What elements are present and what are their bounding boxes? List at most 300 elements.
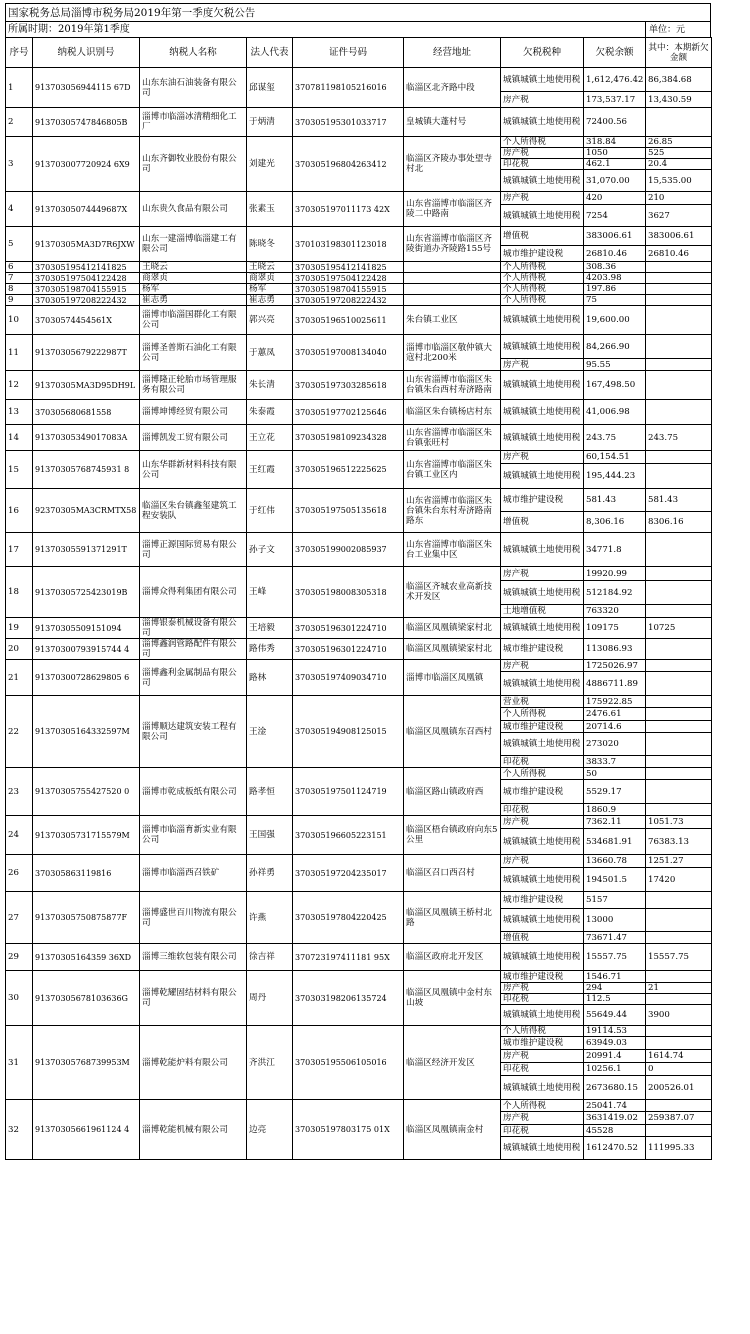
tax-type: 房产税: [501, 92, 584, 108]
col-new-arrears: 其中：本期新欠金额: [646, 38, 712, 68]
table-row: [6, 567, 712, 581]
table-row: [6, 944, 712, 971]
address: 临淄区齐城农业高新技术开发区: [404, 567, 501, 618]
arrears-balance: 8,306.16: [584, 512, 646, 533]
taxpayer-no: 1: [6, 68, 33, 108]
arrears-balance: 175922.85: [584, 696, 646, 708]
address: 山东省淄博市临淄区朱台镇朱台西村寿济路南: [404, 371, 501, 400]
taxpayer-name: 淄博市乾成板纸有限公司: [140, 768, 247, 816]
table-row: [6, 639, 712, 660]
legal-rep: 徐吉祥: [247, 944, 293, 971]
cert-no: 370305197702125646: [293, 400, 404, 425]
tax-type: 城镇城镇土地使用税: [501, 205, 584, 227]
cert-no: 370305195506105016: [293, 1026, 404, 1100]
tax-type: 城镇城镇土地使用税: [501, 425, 584, 451]
taxpayer-id: 91370300728629805 6: [33, 660, 140, 696]
arrears-balance: 63949.03: [584, 1037, 646, 1050]
new-arrears: [646, 1100, 712, 1112]
cert-no: 370305196605223151: [293, 816, 404, 855]
cert-no: 370305198704155915: [293, 284, 404, 295]
legal-rep: 张素玉: [247, 192, 293, 227]
arrears-balance: 512184.92: [584, 581, 646, 605]
arrears-balance: 26810.46: [584, 246, 646, 262]
taxpayer-id: 91370305755427520 0: [33, 768, 140, 816]
new-arrears: 15,535.00: [646, 170, 712, 192]
tax-type: 印花税: [501, 804, 584, 816]
arrears-balance: 5529.17: [584, 780, 646, 804]
new-arrears: 20.4: [646, 159, 712, 170]
taxpayer-id: 91370305MA3D7R6JXW: [33, 227, 140, 262]
taxpayer-id: 91370305074449687X: [33, 192, 140, 227]
taxpayer-no: 15: [6, 451, 33, 489]
arrears-balance: 420: [584, 192, 646, 205]
taxpayer-id: 91370305164332597M: [33, 696, 140, 768]
new-arrears: [646, 909, 712, 932]
arrears-balance: 7254: [584, 205, 646, 227]
legal-rep: 孙子文: [247, 533, 293, 567]
new-arrears: 13,430.59: [646, 92, 712, 108]
new-arrears: 1251.27: [646, 855, 712, 868]
taxpayer-no: 30: [6, 971, 33, 1026]
legal-rep: 孙祥勇: [247, 855, 293, 892]
taxpayer-id: 91370305509151094: [33, 618, 140, 639]
table-row: [6, 451, 712, 464]
tax-type: 个人所得税: [501, 768, 584, 780]
table-row: [6, 273, 712, 284]
arrears-balance: 113086.93: [584, 639, 646, 660]
cert-no: 370305197011173 42X: [293, 192, 404, 227]
table-row: [6, 137, 712, 148]
legal-rep: 王培毅: [247, 618, 293, 639]
arrears-balance: 60,154.51: [584, 451, 646, 464]
arrears-balance: 25041.74: [584, 1100, 646, 1112]
new-arrears: [646, 108, 712, 137]
taxpayer-id: 91370305MA3D95DH9L: [33, 371, 140, 400]
legal-rep: 许燕: [247, 892, 293, 944]
legal-rep: 路林: [247, 660, 293, 696]
table-row: [6, 371, 712, 400]
taxpayer-name: 淄博三维软包装有限公司: [140, 944, 247, 971]
arrears-balance: 19114.53: [584, 1026, 646, 1037]
taxpayer-no: 14: [6, 425, 33, 451]
legal-rep: 于蕙凤: [247, 335, 293, 371]
taxpayer-name: 淄博坤博经贸有限公司: [140, 400, 247, 425]
arrears-balance: 167,498.50: [584, 371, 646, 400]
taxpayer-name: 淄博市临淄冰清精细化工厂: [140, 108, 247, 137]
taxpayer-name: 淄博市临淄国群化工有限公司: [140, 306, 247, 335]
tax-type: 城市维护建设税: [501, 721, 584, 733]
new-arrears: [646, 696, 712, 708]
address: 山东省淄博市临淄区朱台镇工业区内: [404, 451, 501, 489]
arrears-balance: 50: [584, 768, 646, 780]
cert-no: 370305194908125015: [293, 696, 404, 768]
arrears-balance: 41,006.98: [584, 400, 646, 425]
taxpayer-no: 8: [6, 284, 33, 295]
tax-type: 增值税: [501, 932, 584, 944]
new-arrears: 15557.75: [646, 944, 712, 971]
address: 山东省淄博市临淄区齐陵街道办齐陵路155号: [404, 227, 501, 262]
tax-type: 个人所得税: [501, 273, 584, 284]
new-arrears: [646, 660, 712, 672]
arrears-balance: 19920.99: [584, 567, 646, 581]
legal-rep: 朱长清: [247, 371, 293, 400]
legal-rep: 王晓云: [247, 262, 293, 273]
legal-rep: 王国强: [247, 816, 293, 855]
new-arrears: [646, 306, 712, 335]
table-row: [6, 425, 712, 451]
taxpayer-id: 913703056944115 67D: [33, 68, 140, 108]
table-row: [6, 1026, 712, 1037]
new-arrears: [646, 533, 712, 567]
cert-no: 370305196301224710: [293, 618, 404, 639]
cert-no: 370305197204235017: [293, 855, 404, 892]
cert-no: 370303198206135724: [293, 971, 404, 1026]
taxpayer-no: 32: [6, 1100, 33, 1160]
tax-type: 个人所得税: [501, 1026, 584, 1037]
tax-type: 城镇城镇土地使用税: [501, 170, 584, 192]
address: 临淄区凤凰镇东召西村: [404, 696, 501, 768]
new-arrears: 26.85: [646, 137, 712, 148]
address: 山东省淄博市临淄区朱台工业集中区: [404, 533, 501, 567]
taxpayer-no: 23: [6, 768, 33, 816]
arrears-balance: 1612470.52: [584, 1137, 646, 1160]
cert-no: 370305196512225625: [293, 451, 404, 489]
new-arrears: [646, 359, 712, 371]
cert-no: 370305199002085937: [293, 533, 404, 567]
address: 皇城镇大蓬村号: [404, 108, 501, 137]
cert-no: 370305196804263412: [293, 137, 404, 192]
arrears-balance: 581.43: [584, 489, 646, 512]
tax-type: 房产税: [501, 359, 584, 371]
address: 临淄区凤凰镇南金村: [404, 1100, 501, 1160]
tax-type: 城市维护建设税: [501, 971, 584, 983]
arrears-balance: 34771.8: [584, 533, 646, 567]
taxpayer-id: 91370305164359 36XD: [33, 944, 140, 971]
tax-type: 城市维护建设税: [501, 639, 584, 660]
taxpayer-no: 9: [6, 295, 33, 306]
address: 山东省淄博市临淄区朱台镇张旺村: [404, 425, 501, 451]
table-row: [6, 855, 712, 868]
new-arrears: 383006.61: [646, 227, 712, 246]
tax-type: 城镇城镇土地使用税: [501, 1137, 584, 1160]
table-row: [6, 533, 712, 567]
arrears-balance: 112.5: [584, 994, 646, 1005]
col-cert-no: 证件号码: [293, 38, 404, 68]
taxpayer-name: 临淄区朱台镇鑫玺建筑工程安装队: [140, 489, 247, 533]
legal-rep: 于红伟: [247, 489, 293, 533]
address: 临淄区北齐路中段: [404, 68, 501, 108]
legal-rep: 路孝恒: [247, 768, 293, 816]
arrears-balance: 109175: [584, 618, 646, 639]
new-arrears: [646, 708, 712, 721]
taxpayer-id: 370305863119816: [33, 855, 140, 892]
new-arrears: 581.43: [646, 489, 712, 512]
legal-rep: 朱泰霞: [247, 400, 293, 425]
tax-type: 城市维护建设税: [501, 489, 584, 512]
arrears-balance: 1860.9: [584, 804, 646, 816]
taxpayer-name: 淄博隆正轮胎市场管理服务有限公司: [140, 371, 247, 400]
new-arrears: [646, 371, 712, 400]
cert-no: 370305197008134040: [293, 335, 404, 371]
new-arrears: 259387.07: [646, 1112, 712, 1125]
new-arrears: 210: [646, 192, 712, 205]
table-row: [6, 284, 712, 295]
table-row: [6, 68, 712, 92]
tax-type: 增值税: [501, 512, 584, 533]
address: 临淄区朱台镇杨店村东: [404, 400, 501, 425]
taxpayer-id: 91370305679222987T: [33, 335, 140, 371]
tax-type: 城镇城镇土地使用税: [501, 335, 584, 359]
arrears-balance: 72400.56: [584, 108, 646, 137]
address: 临淄区路山镇政府西: [404, 768, 501, 816]
arrears-balance: 15557.75: [584, 944, 646, 971]
arrears-balance: 318.84: [584, 137, 646, 148]
tax-type: 印花税: [501, 994, 584, 1005]
address: [404, 262, 501, 273]
new-arrears: [646, 892, 712, 909]
new-arrears: [646, 400, 712, 425]
address: 临淄区政府北开发区: [404, 944, 501, 971]
legal-rep: 杨军: [247, 284, 293, 295]
taxpayer-no: 10: [6, 306, 33, 335]
taxpayer-no: 12: [6, 371, 33, 400]
address: 临淄区凤凰镇中金村东山坡: [404, 971, 501, 1026]
tax-type: 城镇城镇土地使用税: [501, 909, 584, 932]
tax-type: 城镇城镇土地使用税: [501, 306, 584, 335]
col-no: 序号: [6, 38, 33, 68]
new-arrears: [646, 335, 712, 359]
arrears-balance: 73671.47: [584, 932, 646, 944]
tax-type: 城市维护建设税: [501, 780, 584, 804]
taxpayer-id: 913703007720924 6X9: [33, 137, 140, 192]
arrears-balance: 173,537.17: [584, 92, 646, 108]
tax-type: 个人所得税: [501, 262, 584, 273]
cert-no: 370305198008305318: [293, 567, 404, 618]
new-arrears: [646, 733, 712, 756]
legal-rep: 边亮: [247, 1100, 293, 1160]
arrears-balance: 197.86: [584, 284, 646, 295]
address: 临淄区齐陵办事处望寺村北: [404, 137, 501, 192]
new-arrears: [646, 567, 712, 581]
taxpayer-id: 91370305750875877F: [33, 892, 140, 944]
address: 朱台镇工业区: [404, 306, 501, 335]
taxpayer-id: 91370305661961124 4: [33, 1100, 140, 1160]
taxpayer-name: 淄博市临淄西召铁矿: [140, 855, 247, 892]
address: 临淄区召口西召村: [404, 855, 501, 892]
tax-type: 房产税: [501, 983, 584, 994]
tax-type: 城镇城镇土地使用税: [501, 533, 584, 567]
arrears-balance: 2673680.15: [584, 1076, 646, 1100]
taxpayer-id: 91370305768745931 8: [33, 451, 140, 489]
legal-rep: 刘建光: [247, 137, 293, 192]
table-row: [6, 660, 712, 672]
arrears-table: [5, 37, 712, 1160]
new-arrears: 200526.01: [646, 1076, 712, 1100]
tax-type: 个人所得税: [501, 708, 584, 721]
notice-title: 国家税务总局淄博市税务局2019年第一季度欠税公告: [5, 3, 711, 21]
tax-type: 城镇城镇土地使用税: [501, 68, 584, 92]
cert-no: 370781198105216016: [293, 68, 404, 108]
taxpayer-name: 杨军: [140, 284, 247, 295]
taxpayer-no: 31: [6, 1026, 33, 1100]
cert-no: 370305197804220425: [293, 892, 404, 944]
col-balance: 欠税余额: [584, 38, 646, 68]
col-legal-rep: 法人代表: [247, 38, 293, 68]
table-row: [6, 295, 712, 306]
unit-divider: [645, 22, 646, 37]
taxpayer-id: 91370305591371291T: [33, 533, 140, 567]
arrears-balance: 45528: [584, 1125, 646, 1137]
table-row: [6, 335, 712, 359]
table-row: [6, 1100, 712, 1112]
taxpayer-name: 山东东油石油装备有限公司: [140, 68, 247, 108]
taxpayer-no: 21: [6, 660, 33, 696]
new-arrears: [646, 605, 712, 618]
address: 临淄区凤凰镇梁家村北: [404, 618, 501, 639]
taxpayer-name: 山东一建淄博临淄建工有限公司: [140, 227, 247, 262]
tax-type: 城镇城镇土地使用税: [501, 829, 584, 855]
tax-type: 房产税: [501, 855, 584, 868]
new-arrears: 1614.74: [646, 1050, 712, 1063]
taxpayer-no: 4: [6, 192, 33, 227]
tax-type: 土地增值税: [501, 605, 584, 618]
col-address: 经营地址: [404, 38, 501, 68]
arrears-balance: 5157: [584, 892, 646, 909]
tax-type: 房产税: [501, 1050, 584, 1063]
arrears-balance: 1725026.97: [584, 660, 646, 672]
tax-type: 城镇城镇土地使用税: [501, 464, 584, 489]
taxpayer-id: 91370305747846805B: [33, 108, 140, 137]
address: [404, 284, 501, 295]
tax-type: 城镇城镇土地使用税: [501, 1076, 584, 1100]
new-arrears: [646, 581, 712, 605]
tax-type: 城镇城镇土地使用税: [501, 733, 584, 756]
arrears-balance: 2476.61: [584, 708, 646, 721]
cert-no: 370305196301224710: [293, 639, 404, 660]
legal-rep: 路伟秀: [247, 639, 293, 660]
tax-type: 房产税: [501, 1112, 584, 1125]
taxpayer-no: 11: [6, 335, 33, 371]
taxpayer-id: 370305197208222432: [33, 295, 140, 306]
tax-type: 城市维护建设税: [501, 892, 584, 909]
tax-type: 房产税: [501, 567, 584, 581]
taxpayer-no: 18: [6, 567, 33, 618]
new-arrears: [646, 273, 712, 284]
new-arrears: 21: [646, 983, 712, 994]
cert-no: 370305197409034710: [293, 660, 404, 696]
new-arrears: [646, 756, 712, 768]
new-arrears: [646, 1125, 712, 1137]
taxpayer-name: 淄博乾能机械有限公司: [140, 1100, 247, 1160]
col-tax-type: 欠税税种: [501, 38, 584, 68]
tax-type: 房产税: [501, 148, 584, 159]
arrears-balance: 13660.78: [584, 855, 646, 868]
taxpayer-name: 淄博众得利集团有限公司: [140, 567, 247, 618]
new-arrears: 17420: [646, 868, 712, 892]
cert-no: 370305198109234328: [293, 425, 404, 451]
table-row: [6, 696, 712, 708]
cert-no: 370305195412141825: [293, 262, 404, 273]
tax-type: 房产税: [501, 816, 584, 829]
unit-label: 单位：元: [649, 25, 686, 35]
new-arrears: [646, 295, 712, 306]
arrears-balance: 13000: [584, 909, 646, 932]
address: 临淄区凤凰镇梁家村北: [404, 639, 501, 660]
address: 山东省淄博市临淄区齐陵二中路南: [404, 192, 501, 227]
taxpayer-name: 山东齐御牧业股份有限公司: [140, 137, 247, 192]
taxpayer-name: 淄博圣普斯石油化工有限公司: [140, 335, 247, 371]
address: 山东省淄博市临淄区朱台镇朱台东村寿济路南路东: [404, 489, 501, 533]
tax-type: 城镇城镇土地使用税: [501, 868, 584, 892]
table-row: [6, 892, 712, 909]
taxpayer-id: 37030574454561X: [33, 306, 140, 335]
tax-type: 城镇城镇土地使用税: [501, 108, 584, 137]
tax-type: 增值税: [501, 227, 584, 246]
cert-no: 370305197208222432: [293, 295, 404, 306]
taxpayer-name: 王晓云: [140, 262, 247, 273]
arrears-balance: 4886711.89: [584, 672, 646, 696]
taxpayer-name: 山东华群新材料科技有限公司: [140, 451, 247, 489]
new-arrears: [646, 780, 712, 804]
tax-type: 城市维护建设税: [501, 1037, 584, 1050]
tax-type: 城市维护建设税: [501, 246, 584, 262]
new-arrears: [646, 451, 712, 464]
legal-rep: 王立花: [247, 425, 293, 451]
cert-no: 370305196510025611: [293, 306, 404, 335]
new-arrears: 86,384.68: [646, 68, 712, 92]
new-arrears: [646, 262, 712, 273]
taxpayer-id: 370305197504122428: [33, 273, 140, 284]
legal-rep: 郭兴亮: [247, 306, 293, 335]
legal-rep: 商翠贞: [247, 273, 293, 284]
arrears-balance: 84,266.90: [584, 335, 646, 359]
address: [404, 295, 501, 306]
taxpayer-no: 3: [6, 137, 33, 192]
tax-type: 城镇城镇土地使用税: [501, 944, 584, 971]
arrears-balance: 20991.4: [584, 1050, 646, 1063]
taxpayer-no: 29: [6, 944, 33, 971]
taxpayer-no: 22: [6, 696, 33, 768]
tax-type: 城镇城镇土地使用税: [501, 672, 584, 696]
taxpayer-no: 7: [6, 273, 33, 284]
tax-type: 城镇城镇土地使用税: [501, 1005, 584, 1026]
col-taxpayer-name: 纳税人名称: [140, 38, 247, 68]
new-arrears: [646, 721, 712, 733]
tax-type: 城镇城镇土地使用税: [501, 400, 584, 425]
taxpayer-no: 26: [6, 855, 33, 892]
arrears-balance: 95.55: [584, 359, 646, 371]
arrears-balance: 10256.1: [584, 1063, 646, 1076]
address: [404, 273, 501, 284]
new-arrears: [646, 804, 712, 816]
taxpayer-name: 淄博顺达建筑安装工程有限公司: [140, 696, 247, 768]
address: 临淄区凤凰镇王桥村北路: [404, 892, 501, 944]
legal-rep: 王淦: [247, 696, 293, 768]
new-arrears: 3627: [646, 205, 712, 227]
arrears-balance: 3833.7: [584, 756, 646, 768]
arrears-balance: 383006.61: [584, 227, 646, 246]
arrears-balance: 1546.71: [584, 971, 646, 983]
taxpayer-name: 商翠贞: [140, 273, 247, 284]
taxpayer-no: 16: [6, 489, 33, 533]
tax-type: 个人所得税: [501, 284, 584, 295]
cert-no: 370305197504122428: [293, 273, 404, 284]
taxpayer-no: 13: [6, 400, 33, 425]
taxpayer-no: 19: [6, 618, 33, 639]
table-row: [6, 489, 712, 512]
tax-type: 个人所得税: [501, 137, 584, 148]
notice-meta: [5, 21, 711, 37]
